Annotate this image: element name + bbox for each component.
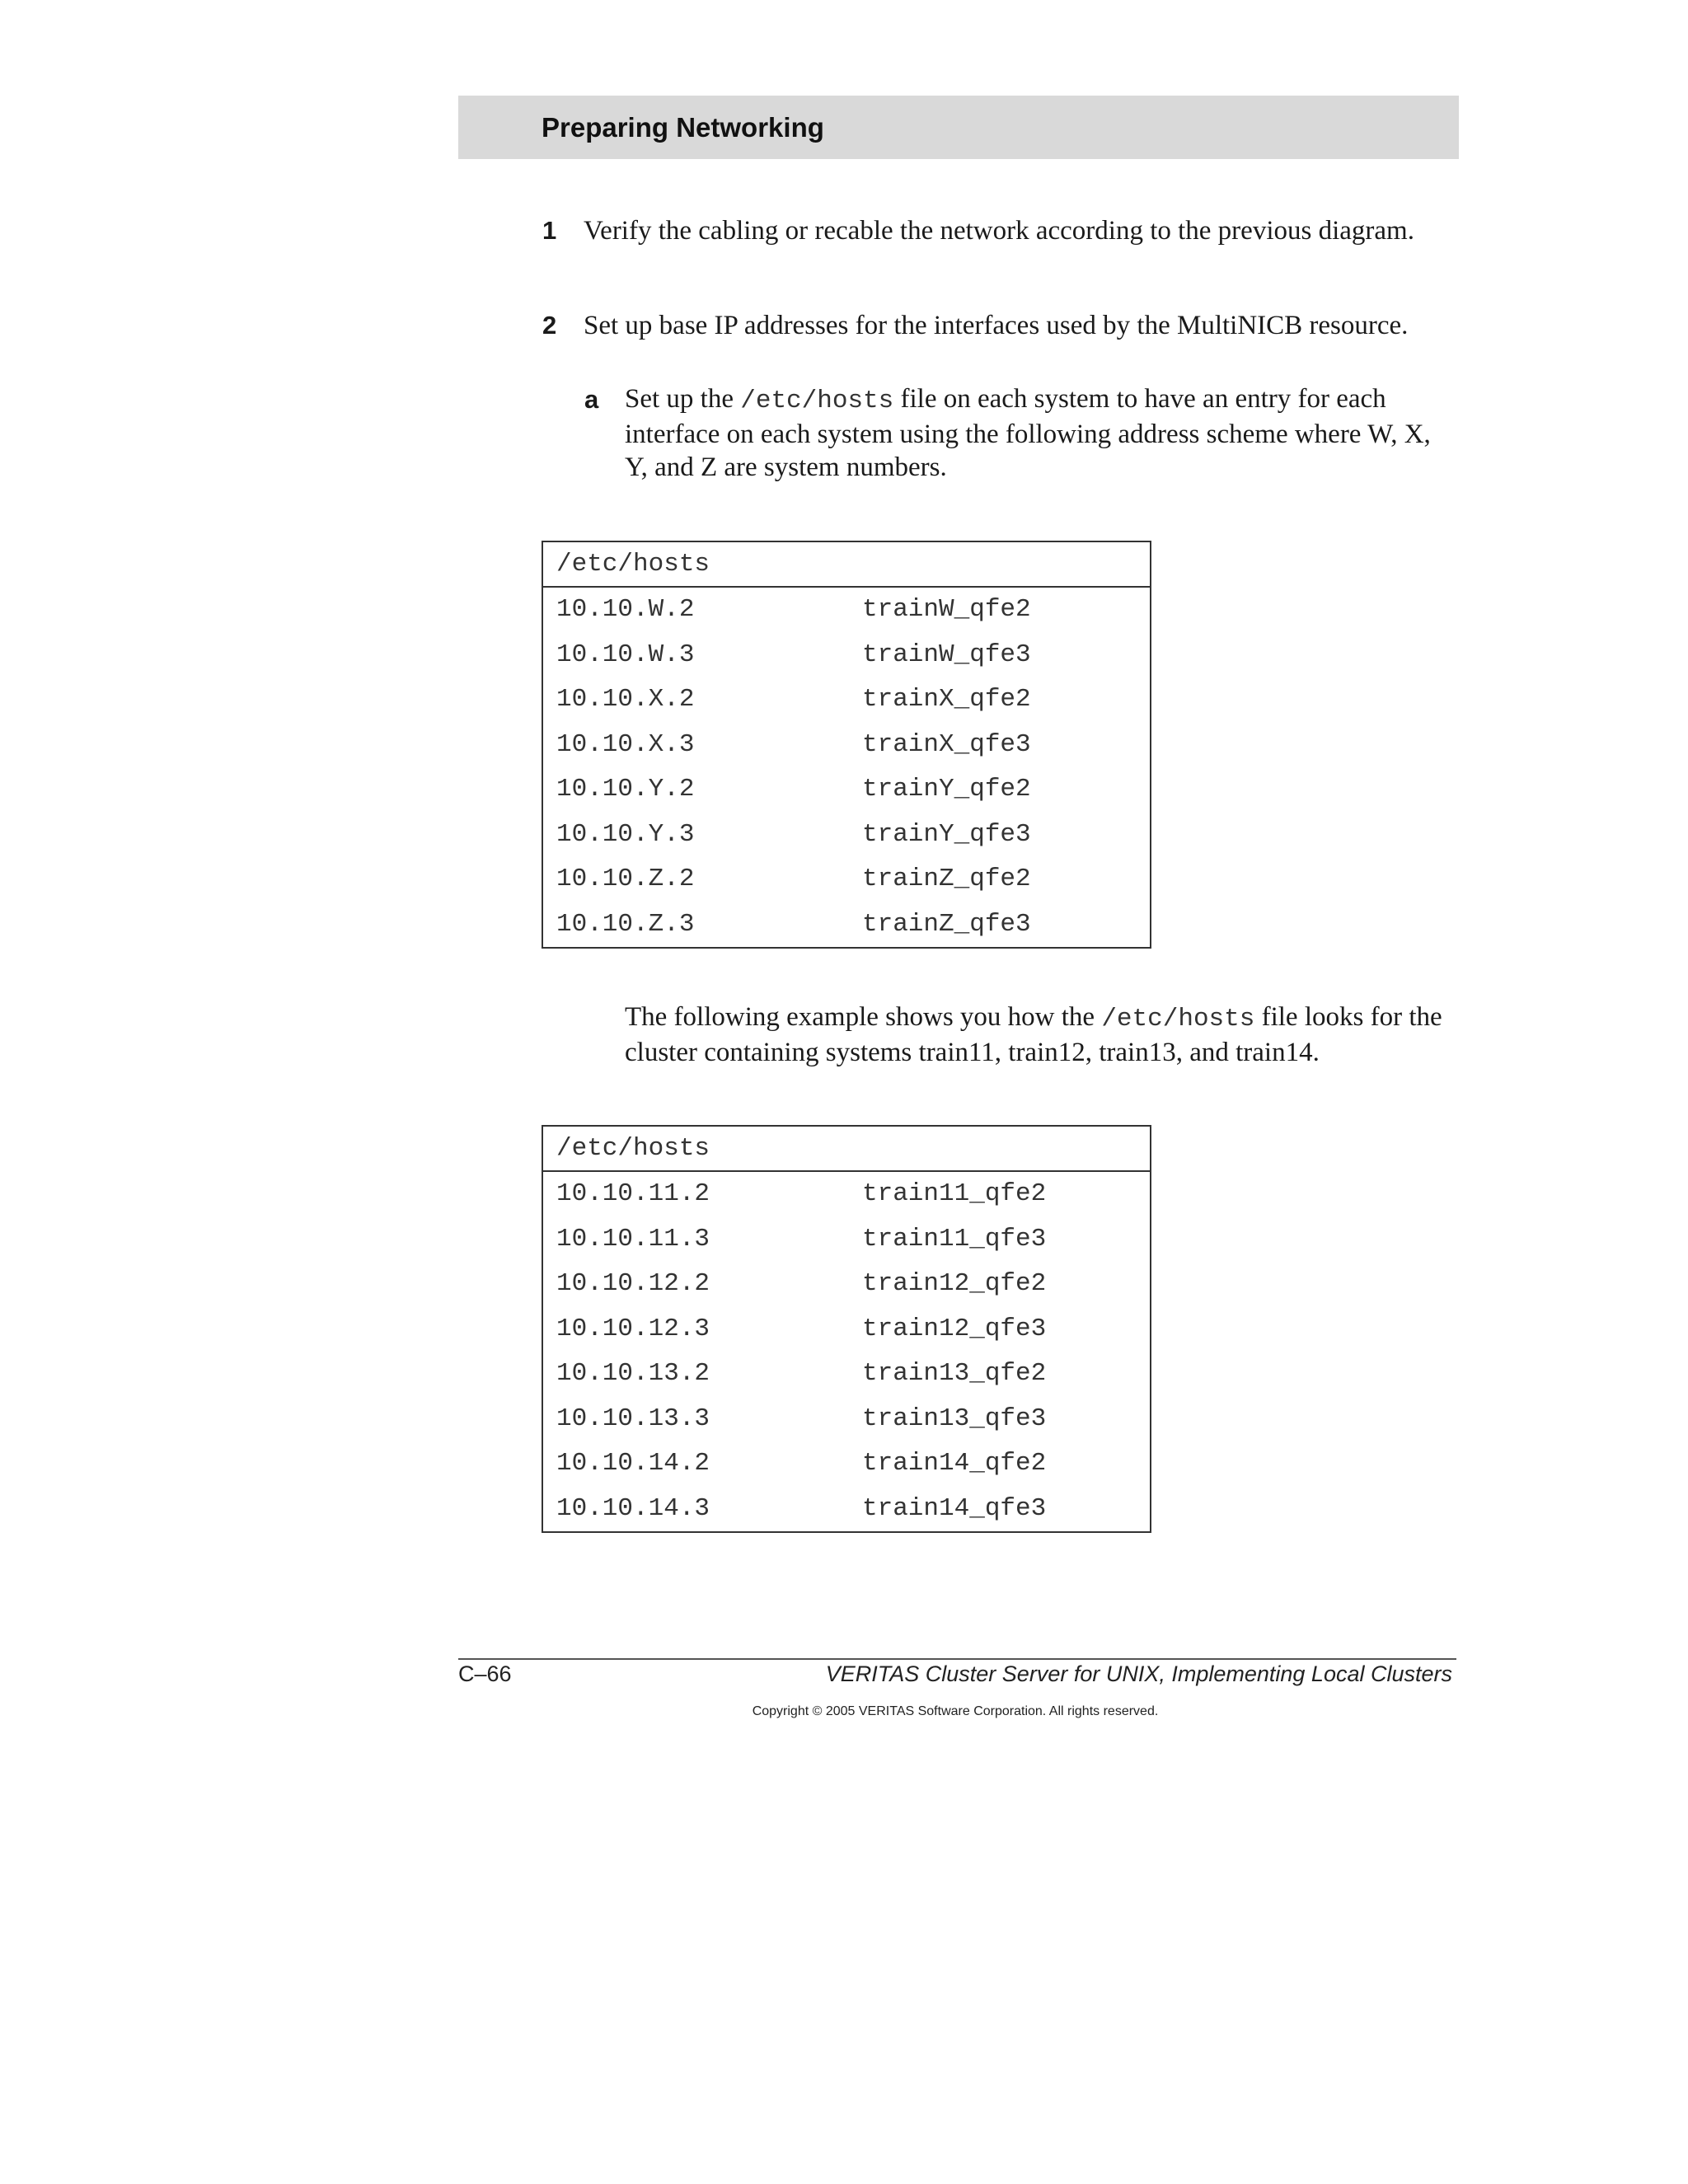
host-name: trainY_qfe2 <box>862 775 1031 804</box>
hosts-table-scheme-header: /etc/hosts <box>543 542 1150 588</box>
host-name: train12_qfe2 <box>862 1269 1047 1298</box>
copyright-notice: Copyright © 2005 VERITAS Software Corporation. All rights reserved. <box>752 1704 1159 1718</box>
hosts-table-example-header: /etc/hosts <box>543 1127 1150 1172</box>
table-row <box>543 1262 1150 1307</box>
table-row <box>543 1397 1150 1442</box>
ip-address: 10.10.W.3 <box>556 640 695 669</box>
table-row <box>543 588 1150 633</box>
ip-address: 10.10.Y.2 <box>556 775 695 804</box>
step-2-text: Set up base IP addresses for the interfaces used by the MultiNICB resource. <box>584 311 1409 340</box>
table-row <box>543 1172 1150 1217</box>
table-row <box>543 633 1150 678</box>
host-name: trainW_qfe2 <box>862 595 1031 624</box>
host-name: train13_qfe3 <box>862 1404 1047 1433</box>
host-name: train12_qfe3 <box>862 1314 1047 1343</box>
step-1-text: Verify the cabling or recable the network according to the previous diagram. <box>584 216 1414 246</box>
ip-address: 10.10.Z.3 <box>556 909 695 939</box>
ip-address: 10.10.13.2 <box>556 1359 710 1388</box>
substep-a-letter: a <box>584 385 599 414</box>
table-row <box>543 723 1150 768</box>
table-row <box>543 677 1150 723</box>
step-1-number: 1 <box>542 216 557 245</box>
ip-address: 10.10.14.3 <box>556 1493 710 1523</box>
ip-address: 10.10.X.3 <box>556 729 695 759</box>
table-row <box>543 1487 1150 1532</box>
hosts-table-scheme <box>542 541 1151 949</box>
host-name: train14_qfe2 <box>862 1449 1047 1478</box>
table-row <box>543 1441 1150 1487</box>
host-name: train14_qfe3 <box>862 1493 1047 1523</box>
ip-address: 10.10.Y.3 <box>556 819 695 849</box>
book-title: VERITAS Cluster Server for UNIX, Implementing Local Clusters <box>825 1661 1452 1686</box>
table-row <box>543 902 1150 948</box>
example-paragraph <box>625 1001 1459 1069</box>
host-name: trainY_qfe3 <box>862 819 1031 849</box>
table-row <box>543 1352 1150 1397</box>
table-row <box>543 1307 1150 1352</box>
ip-address: 10.10.W.2 <box>556 595 695 624</box>
table-row <box>543 1217 1150 1263</box>
hosts-table-example <box>542 1125 1151 1533</box>
table-row <box>543 813 1150 858</box>
ip-address: 10.10.14.2 <box>556 1449 710 1478</box>
ip-address: 10.10.12.2 <box>556 1269 710 1298</box>
section-header-bar <box>458 96 1459 159</box>
substep-a-code: /etc/hosts <box>740 387 894 415</box>
ip-address: 10.10.11.3 <box>556 1224 710 1254</box>
step-2-number: 2 <box>542 311 557 340</box>
substep-a-text <box>625 382 1459 484</box>
substep-a-text-after: file on each system to have an entry for each interface on each system using the following address scheme where W, X, Y, and Z are system numbers. <box>625 384 1431 482</box>
footer-divider <box>458 1658 1456 1660</box>
host-name: train11_qfe2 <box>862 1179 1047 1208</box>
example-code: /etc/hosts <box>1101 1005 1255 1033</box>
table-row <box>543 857 1150 902</box>
host-name: train11_qfe3 <box>862 1224 1047 1254</box>
ip-address: 10.10.11.2 <box>556 1179 710 1208</box>
host-name: trainZ_qfe3 <box>862 909 1031 939</box>
table-row <box>543 767 1150 813</box>
host-name: train13_qfe2 <box>862 1359 1047 1388</box>
ip-address: 10.10.Z.2 <box>556 865 695 893</box>
substep-a-text-before: Set up the <box>625 384 741 414</box>
host-name: trainZ_qfe2 <box>862 865 1031 893</box>
section-title: Preparing Networking <box>542 112 824 143</box>
ip-address: 10.10.12.3 <box>556 1314 710 1343</box>
ip-address: 10.10.X.2 <box>556 685 695 714</box>
host-name: trainW_qfe3 <box>862 640 1031 669</box>
ip-address: 10.10.13.3 <box>556 1404 710 1433</box>
example-text-after: file looks for the cluster containing systems train11, train12, train13, and train14. <box>625 1002 1442 1067</box>
host-name: trainX_qfe2 <box>862 685 1031 714</box>
page-number: C–66 <box>458 1661 512 1686</box>
example-text-before: The following example shows you how the <box>625 1002 1102 1032</box>
host-name: trainX_qfe3 <box>862 729 1031 759</box>
